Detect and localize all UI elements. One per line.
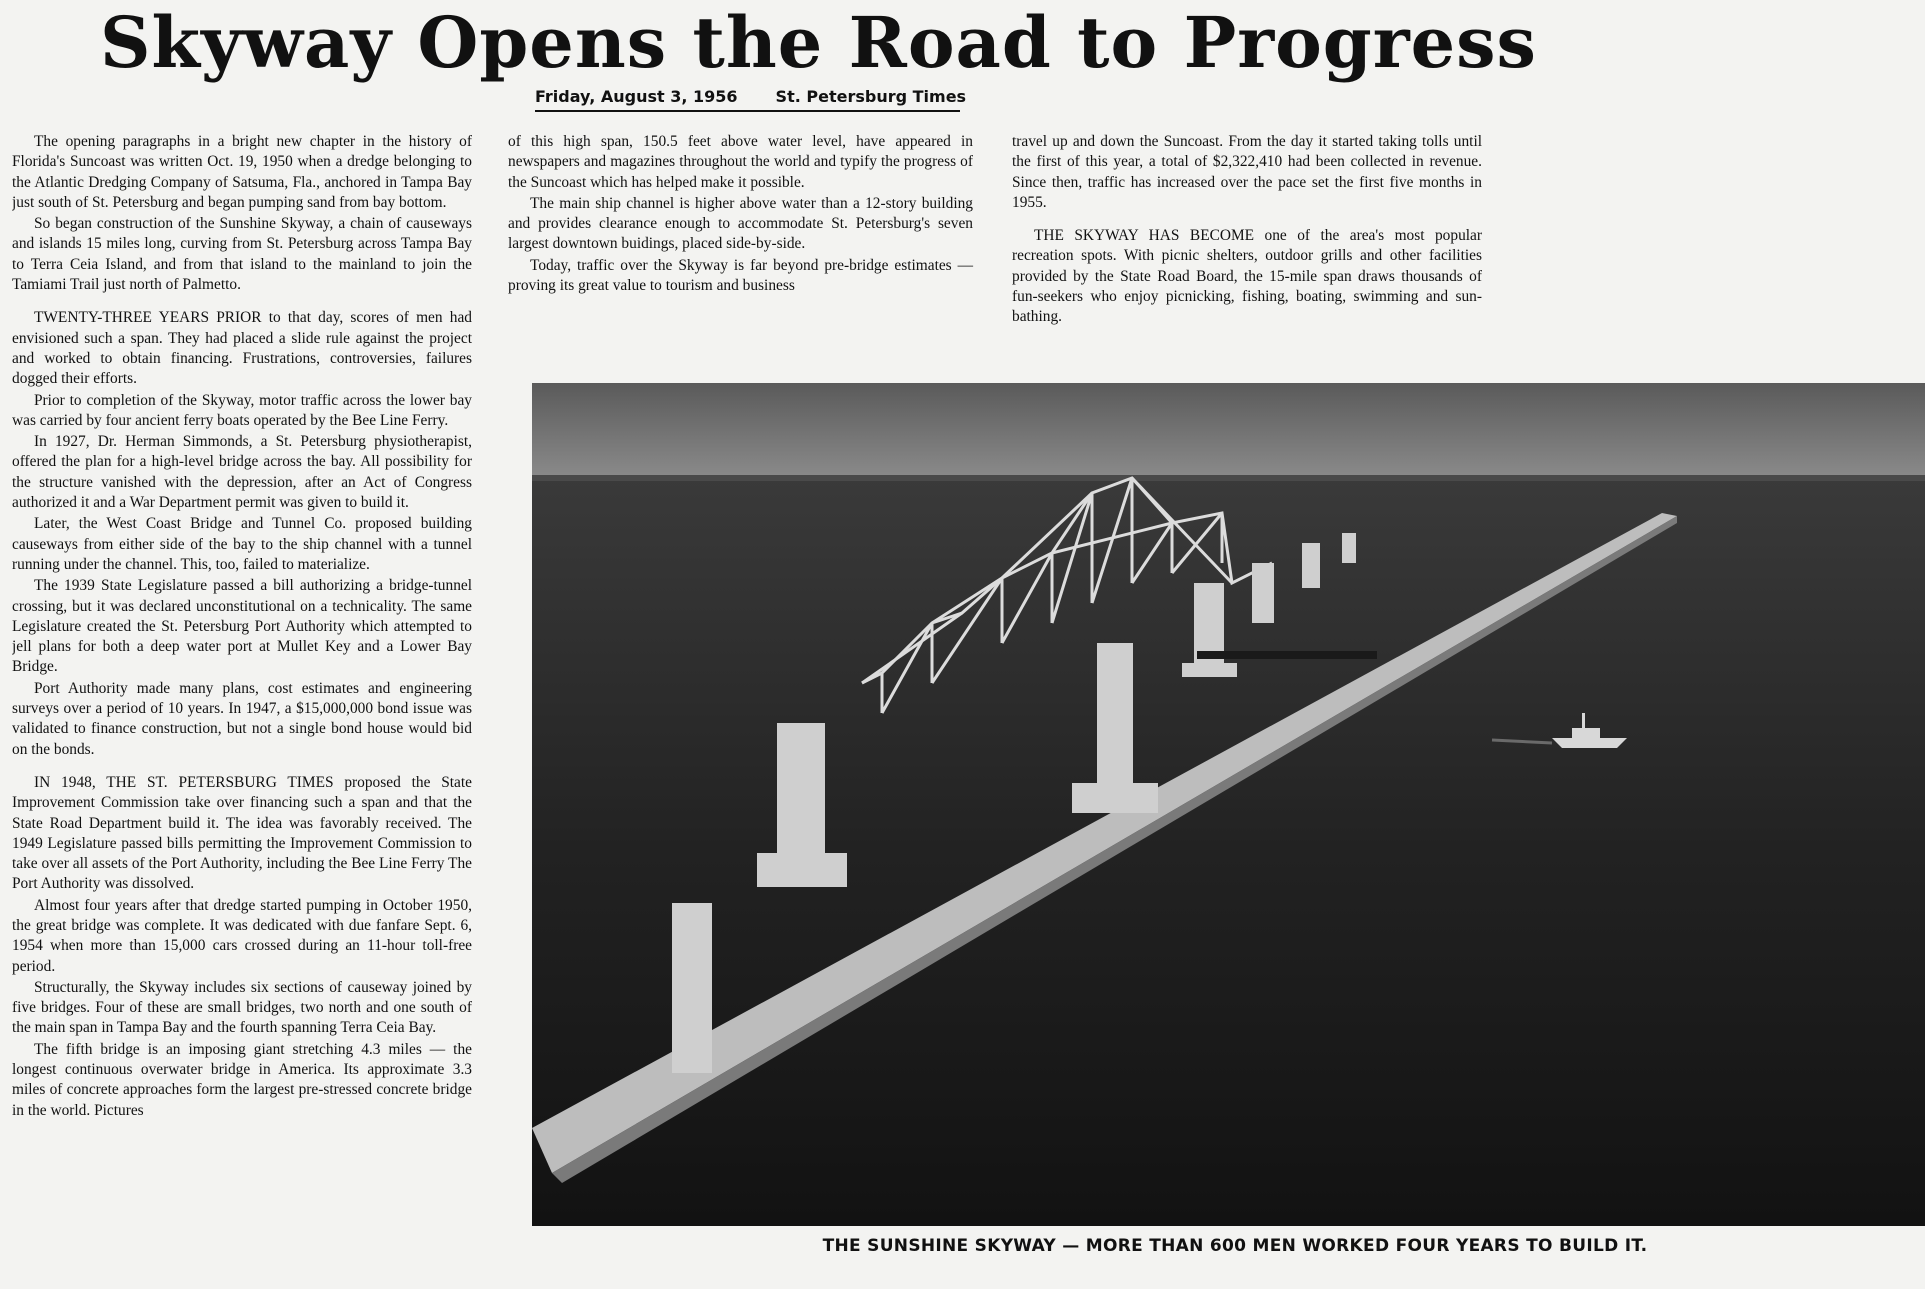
paragraph: The fifth bridge is an imposing giant stretching 4.3 miles — the longest continuous overwater bridge in America. Its approximate 3.3 miles of concrete approaches form the largest pre-stressed concrete bridge in the world. Pictures (12, 1040, 472, 1119)
bridge-photo (532, 383, 1925, 1226)
paragraph: The 1939 State Legislature passed a bill authorizing a bridge-tunnel crossing, but it was declared unconstitutional on a technicality. The same Legislature created the St. Petersburg Port Authority which attempted to jell plans for both a deep water port at Mullet Key and a Lower Bay Bridge. (12, 577, 472, 676)
paragraph: The main ship channel is higher above water than a 12-story building and provides clearance enough to accommodate St. Petersburg's seven largest downtown buidings, placed side-by-side. (508, 194, 973, 253)
paragraph: Today, traffic over the Skyway is far beyond pre-bridge estimates — proving its great value to tourism and business (508, 256, 973, 295)
paragraph: Port Authority made many plans, cost estimates and engineering surveys over a period of 10 years. In 1947, a $15,000,000 bond issue was validated to finance construction, but not a single bond house would bid on the bonds. (12, 679, 472, 758)
paragraph: of this high span, 150.5 feet above water level, have appeared in newspapers and magazines throughout the world and typify the progress of the Suncoast which has helped make it possible. (508, 133, 973, 191)
paragraph: Almost four years after that dredge started pumping in October 1950, the great bridge was complete. It was dedicated with due fanfare Sept. 6, 1954 when more than 15,000 cars crossed during an 11-hour toll-free period. (12, 896, 472, 975)
paragraph: Prior to completion of the Skyway, motor traffic across the lower bay was carried by four ancient ferry boats operated by the Bee Line Ferry. (12, 391, 472, 429)
photo-caption: THE SUNSHINE SKYWAY — MORE THAN 600 MEN WORKED FOUR YEARS TO BUILD IT. (822, 1236, 1648, 1256)
paragraph: In 1927, Dr. Herman Simmonds, a St. Petersburg physiotherapist, offered the plan for a high-level bridge across the bay. All possibility for the structure vanished with the depression, after an Act of Congress authorized it and a War Department permit was given to build it. (12, 433, 472, 512)
paragraph: The opening paragraphs in a bright new chapter in the history of Florida's Suncoast was written Oct. 19, 1950 when a dredge belonging to the Atlantic Dredging Company of Satsuma, Fla., anchored in Tampa Bay just south of St. Petersburg and began pumping sand from bay bottom. (12, 133, 472, 211)
paragraph: travel up and down the Suncoast. From the day it started taking tolls until the first of this year, a total of $2,322,410 had been collected in revenue. Since then, traffic has increased over the pace set the first five months in 1955. (1012, 133, 1482, 211)
paragraph: IN 1948, THE ST. PETERSBURG TIMES proposed the State Improvement Commission take over financing such a span and that the State Road Department build it. The idea was favorably received. The 1949 Legislature passed bills permitting the Improvement Commission to take over all assets of the Port Authority, including the Bee Line Ferry The Port Authority was dissolved. (12, 773, 472, 893)
dateline-date: Friday, August 3, 1956 (535, 86, 738, 106)
dateline (535, 82, 967, 112)
headline: Skyway Opens the Road to Progress (100, 1, 1537, 84)
bridge-photo-icon (532, 383, 1925, 1226)
dateline-paper: St. Petersburg Times (775, 86, 967, 106)
paragraph: TWENTY-THREE YEARS PRIOR to that day, scores of men had envisioned such a span. They had placed a slide rule against the project and worked to obtain financing. Frustrations, controversies, failures dogged their efforts. (12, 309, 472, 388)
paragraph: Later, the West Coast Bridge and Tunnel Co. proposed building causeways from either side of the bay to the ship channel with a tunnel running under the channel. This, too, failed to materialize. (12, 515, 472, 573)
article-column-2 (508, 132, 973, 296)
article-column-3 (1012, 132, 1482, 328)
article-column-1 (12, 132, 472, 1287)
paragraph: THE SKYWAY HAS BECOME one of the area's most popular recreation spots. With picnic shelters, outdoor grills and other facilities provided by the State Road Board, the 15-mile span draws thousands of fun-seekers who enjoy picnicking, fishing, boating, swimming and sun-bathing. (1012, 227, 1482, 326)
paragraph: Structurally, the Skyway includes six sections of causeway joined by five bridges. Four of these are small bridges, two north and one south of the main span in Tampa Bay and the fourth spanning Terra Ceia Bay. (12, 978, 472, 1037)
paragraph: So began construction of the Sunshine Skyway, a chain of causeways and islands 15 miles long, curving from St. Petersburg across Tampa Bay to Terra Ceia Island, and from that island to the mainland to join the Tamiami Trail just north of Palmetto. (12, 215, 472, 294)
